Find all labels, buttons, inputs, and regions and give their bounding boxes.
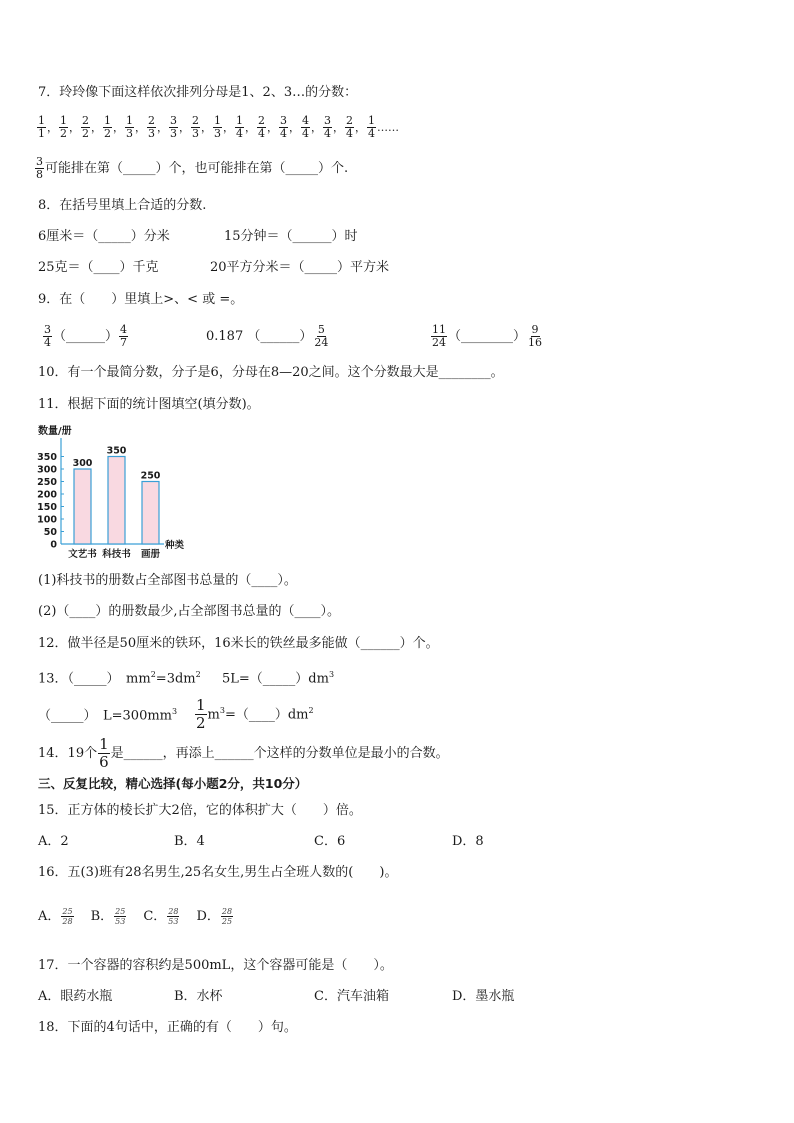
q12: 12．做半径是50厘米的铁环，16米长的铁丝最多能做（______）个。 bbox=[38, 636, 439, 651]
q7-seq-fraction: $\frac{2}{4}$ bbox=[258, 114, 265, 140]
q9-pair1: $\frac{3}{4}$ （______） $\frac{4}{7}$ bbox=[44, 323, 128, 349]
q7-seq-fraction: $\frac{1}{2}$ bbox=[104, 114, 111, 140]
y-tick-label: 250 bbox=[37, 477, 57, 488]
q15-opt-c: C．6 bbox=[314, 834, 346, 849]
q7-seq-fraction: $\frac{1}{2}$ bbox=[60, 114, 67, 140]
x-tick-label: 画册 bbox=[140, 549, 161, 560]
q7-line2: $\frac{3}{8}$ 可能排在第（_____）个，也可能排在第（_____）个. bbox=[36, 155, 349, 181]
q7-seq-fraction: $\frac{1}{4}$ bbox=[236, 114, 243, 140]
q15-opt-d: D．8 bbox=[452, 834, 484, 849]
bar-value-label: 350 bbox=[106, 445, 127, 457]
q13-a: 13．（_____） $mm^2=3dm^2$ bbox=[38, 670, 201, 687]
q13-c: （_____） $L=300mm^3$ bbox=[38, 707, 178, 724]
q16-options bbox=[38, 902, 250, 932]
q17-opt-b: B．水杯 bbox=[174, 989, 223, 1004]
q7-seq-fraction: $\frac{1}{4}$ bbox=[368, 114, 375, 140]
q15-opt-b: B．4 bbox=[174, 834, 205, 849]
q16-option: A． $\frac{25}{28}$ bbox=[38, 907, 73, 926]
bar-value-label: 250 bbox=[140, 470, 161, 482]
q8-c: 25克＝（____）千克 bbox=[38, 260, 159, 275]
q17-opt-d: D．墨水瓶 bbox=[452, 989, 515, 1004]
bar bbox=[142, 482, 159, 545]
q18: 18．下面的4句话中，正确的有（ ）句。 bbox=[38, 1020, 297, 1035]
q13-b: $5L=(\_\_\_\_\_)dm^3$ bbox=[222, 670, 335, 687]
q9-pair3: $\frac{11}{24}$ （________） $\frac{9}{16}$ bbox=[432, 323, 543, 349]
q8-d: 20平方分米＝（_____）平方米 bbox=[210, 260, 390, 275]
y-tick-label: 100 bbox=[37, 514, 57, 526]
x-tick-label: 科技书 bbox=[102, 549, 131, 560]
q16-option: B． $\frac{25}{53}$ bbox=[90, 907, 126, 926]
q11-stem: 11．根据下面的统计图填空(填分数)。 bbox=[38, 397, 260, 412]
q7-seq-fraction: $\frac{2}{3}$ bbox=[192, 114, 199, 140]
bar-value-label: 300 bbox=[72, 458, 93, 469]
y-tick-label: 150 bbox=[37, 502, 57, 513]
q7-seq-fraction: $\frac{3}{4}$ bbox=[324, 114, 331, 140]
y-tick-label: 300 bbox=[37, 464, 57, 476]
q7-seq-fraction: $\frac{3}{3}$ bbox=[170, 114, 177, 140]
y-tick-label: 50 bbox=[43, 527, 57, 538]
q7-seq-fraction: $\frac{3}{4}$ bbox=[280, 114, 287, 140]
q16-option: D． $\frac{28}{25}$ bbox=[196, 907, 233, 926]
q11-sub1: (1)科技书的册数占全部图书总量的（____）。 bbox=[38, 573, 297, 588]
q17-opt-c: C．汽车油箱 bbox=[314, 989, 389, 1004]
q14: 14．19个 $\frac{1}{6}$ 是______，再添上______个这样的分数单位是最小的合数。 bbox=[38, 735, 449, 771]
q7-sequence: $\frac{1}{1}$ ， $\frac{1}{2}$ ， $\frac{2}{2}$ ， $\frac{1}{2}$ ， $\frac{1}{3}$ ， $\frac{2}{3}$ ， $\frac{3}{3}$ ， $\frac{2}{3}$ ， $\frac{1}{3}$ ， $\frac{1}{4}$ ， $\frac{2}{4}$ ， $\frac{3}{4}$ ， $\frac{4}{4}$ ， $\frac{3}{4}$ ， $\frac{2}{4}$ ， $\frac{1}{4}$ …… bbox=[38, 114, 399, 140]
q7-seq-fraction: $\frac{1}{3}$ bbox=[214, 114, 221, 140]
q8-stem: 8．在括号里填上合适的分数. bbox=[38, 198, 207, 213]
bar bbox=[74, 469, 91, 544]
y-tick-label: 200 bbox=[37, 489, 57, 501]
q7-seq-fraction: $\frac{1}{1}$ bbox=[38, 114, 45, 140]
x-axis-label: 种类 bbox=[165, 540, 185, 551]
q7-seq-fraction: $\frac{2}{4}$ bbox=[346, 114, 353, 140]
q7-stem: 7．玲玲像下面这样依次排列分母是1、2、3…的分数： bbox=[38, 85, 358, 100]
q8-a: 6厘米＝（_____）分米 bbox=[38, 229, 170, 244]
q9-stem: 9．在（ ）里填上>、< 或 =。 bbox=[38, 292, 244, 307]
bar bbox=[108, 457, 125, 545]
y-axis-label: 数量/册 bbox=[38, 426, 72, 437]
q17-opt-a: A．眼药水瓶 bbox=[38, 989, 113, 1004]
q7-seq-fraction: $\frac{4}{4}$ bbox=[302, 114, 309, 140]
x-tick-label: 文艺书 bbox=[68, 549, 97, 560]
q8-b: 15分钟＝（______）时 bbox=[224, 229, 358, 244]
bar-chart bbox=[34, 422, 194, 562]
q15-opt-a: A．2 bbox=[38, 834, 69, 849]
q10: 10．有一个最简分数，分子是6，分母在8—20之间。这个分数最大是________。 bbox=[38, 365, 504, 380]
q11-sub2: (2)（____）的册数最少,占全部图书总量的（____）。 bbox=[38, 604, 341, 619]
q7-seq-fraction: $\frac{2}{3}$ bbox=[148, 114, 155, 140]
q7-seq-fraction: $\frac{1}{3}$ bbox=[126, 114, 133, 140]
q17-stem: 17．一个容器的容积约是500mL，这个容器可能是（ ）。 bbox=[38, 958, 393, 973]
q7-frac: $\frac{3}{8}$ bbox=[36, 155, 43, 181]
q13-d: $\frac{1}{2}$ $m^3=(\_\_\_\_)dm^2$ bbox=[196, 696, 314, 733]
q9-pair2: 0.187 （______） $\frac{5}{24}$ bbox=[206, 323, 329, 349]
q15-stem: 15．正方体的棱长扩大2倍，它的体积扩大（ ）倍。 bbox=[38, 803, 362, 818]
q16-stem: 16．五(3)班有28名男生,25名女生,男生占全班人数的( )。 bbox=[38, 865, 398, 880]
y-tick-label: 350 bbox=[37, 452, 57, 463]
y-tick-label: 0 bbox=[50, 539, 57, 551]
q16-option: C． $\frac{28}{53}$ bbox=[143, 907, 179, 926]
section-3-heading: 三、反复比较，精心选择(每小题2分，共10分） bbox=[38, 776, 308, 791]
q7-seq-fraction: $\frac{2}{2}$ bbox=[82, 114, 89, 140]
